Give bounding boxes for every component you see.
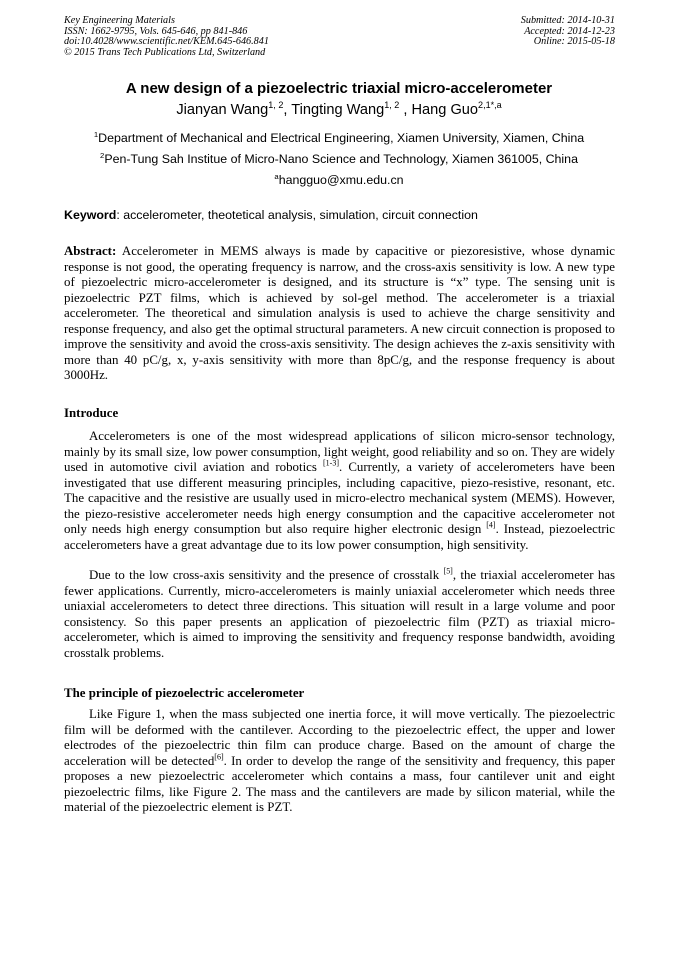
affiliation-mark: 2 bbox=[100, 150, 105, 160]
online-date: Online: 2015-05-18 bbox=[533, 36, 615, 48]
publication-dates bbox=[521, 16, 615, 48]
email-mark: a bbox=[274, 171, 279, 181]
citation: [4] bbox=[486, 520, 496, 530]
abstract-label: Abstract: bbox=[64, 244, 117, 258]
author-name: Hang Guo bbox=[411, 102, 479, 118]
accepted-date: Accepted: 2014-12-23 bbox=[524, 25, 615, 37]
citation: [5] bbox=[443, 566, 453, 576]
author-separator: , bbox=[283, 102, 292, 118]
journal-info bbox=[64, 16, 269, 58]
journal-copyright: © 2015 Trans Tech Publications Ltd, Switzerland bbox=[64, 46, 266, 58]
paragraph-text: , the triaxial accelerometer has fewer applications. Currently, micro-accelerometers is mainly uniaxial accelerometer which needs three uniaxial accelerometers to detect three directions. This situation will result in a large volume and poor consistency. So this paper presents an application of piezoelectric film (PZT) as triaxial micro-accelerometer, which is aimed to improving the sensitivity and frequency response bandwidth, avoiding crosstalk problems. bbox=[64, 568, 616, 660]
author-name: Tingting Wang bbox=[291, 102, 385, 118]
affiliation bbox=[0, 152, 678, 167]
paragraph-text: . Currently, a variety of accelerometers have been investigated that use different measuring principles, including capacitive, piezo-resistive, resonant, etc. The capacitive and the resistive are usually used in micro-electro mechanical system (MEMS). However, the piezo-resistive accelerometer needs high energy consumption and the capacitive accelerometer not only needs high energy consumption but also require higher electronic design bbox=[64, 460, 615, 536]
journal-name: Key Engineering Materials bbox=[64, 15, 175, 26]
affiliation-mark: 1 bbox=[93, 129, 99, 139]
abstract-text: Accelerometer in MEMS always is made by capacitive or piezoresistive, whose dynamic response is not good, the operating frequency is narrow, and the cross-axis sensitivity is low. A new type of piezoelectric micro-accelerometer is designed, and its structure is “x” type. The sensing unit is piezoelectric PZT films, which is achieved by sol-gel method. The accelerometer is a triaxial accelerometer. The theoretical and simulation analysis is used to achieve the charge sensitivity and response frequency, and also get the optimal structural parameters. A new circuit connection is proposed to improve the sensitivity and avoid the cross-axis sensitivity. The design achieves the z-axis sensitivity with more than 40 pC/g, x, y-axis sensitivity with more than 8pC/g, and the response frequency is about 3000Hz. bbox=[64, 244, 615, 382]
author-name: Jianyan Wang bbox=[176, 102, 269, 118]
keyword-label: Keyword bbox=[64, 208, 117, 222]
author-list bbox=[0, 100, 678, 120]
keyword-text: : accelerometer, theotetical analysis, simulation, circuit connection bbox=[116, 208, 478, 222]
author-affiliation-mark: 2,1*,a bbox=[478, 100, 502, 111]
paragraph bbox=[64, 429, 615, 553]
keywords bbox=[64, 208, 615, 223]
paragraph-text: Like Figure 1, when the mass subjected one inertia force, it will move vertically. The piezoelectric film will be deformed with the cantilever. According to the piezoelectric effect, the upper and lower electrodes of the piezoelectric thin film can produce charge. Based on the amount of charge the acceleration will be detected bbox=[64, 707, 615, 768]
citation: [6] bbox=[214, 752, 224, 762]
author-affiliation-mark: 1, 2 bbox=[384, 100, 400, 111]
paragraph-text: . In order to develop the range of the sensitivity and frequency, this paper proposes a new piezoelectric accelerometer which contains a mass, four cantilever unit and eight piezoelectric films, like Figure 2. The mass and the cantilevers are made by silicon material, while the material of the piezoelectric element is PZT. bbox=[64, 753, 615, 814]
paragraph-text: Due to the low cross-axis sensitivity and the presence of crosstalk bbox=[89, 568, 444, 582]
abstract bbox=[64, 244, 615, 384]
affiliation-text: Pen-Tung Sah Institue of Micro-Nano Science and Technology, Xiamen 361005, China bbox=[104, 152, 578, 166]
paper-title: A new design of a piezoelectric triaxial micro-accelerometer bbox=[125, 80, 553, 97]
email-text: hangguo@xmu.edu.cn bbox=[278, 173, 404, 187]
journal-issn: ISSN: 1662-9795, Vols. 645-646, pp 841-846 bbox=[64, 25, 248, 37]
citation: [1-3] bbox=[323, 458, 339, 468]
journal-doi: doi:10.4028/www.scientific.net/KEM.645-646.841 bbox=[64, 36, 269, 48]
section-heading-principle: The principle of piezoelectric accelerometer bbox=[64, 686, 305, 700]
author-email bbox=[0, 173, 678, 188]
submitted-date: Submitted: 2014-10-31 bbox=[520, 15, 615, 26]
author-separator: , bbox=[399, 102, 412, 118]
paragraph bbox=[64, 707, 615, 816]
affiliation bbox=[0, 131, 678, 146]
paragraph-text: . Instead, piezoelectric accelerometers have a great advantage due to its low power consumption, high sensitivity. bbox=[64, 522, 615, 552]
paragraph-text: Accelerometers is one of the most widespread applications of silicon micro-sensor technology, mainly by its small size, low power consumption, light weight, good reliability and so on. They are widely used in automotive civil aviation and robotics bbox=[64, 429, 615, 474]
affiliation-text: Department of Mechanical and Electrical Engineering, Xiamen University, Xiamen, China bbox=[98, 131, 585, 145]
paragraph bbox=[64, 568, 615, 661]
author-affiliation-mark: 1, 2 bbox=[268, 100, 284, 111]
section-heading-introduce: Introduce bbox=[64, 406, 119, 420]
